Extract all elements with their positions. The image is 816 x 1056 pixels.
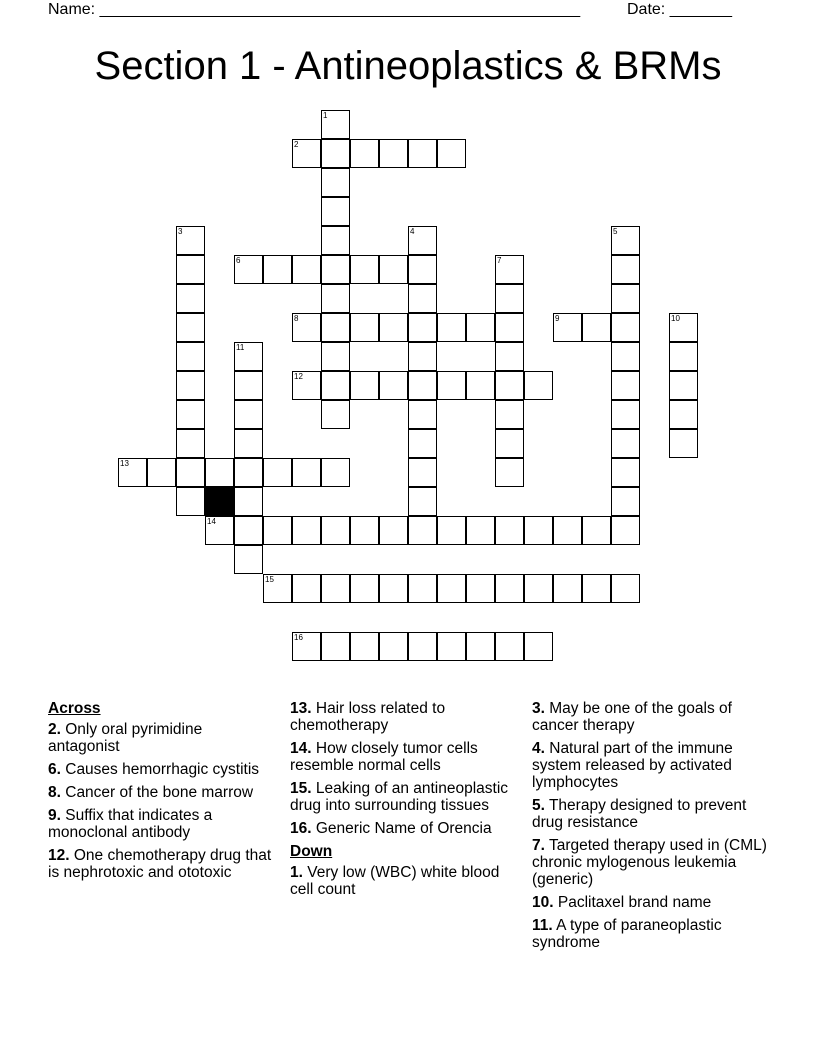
grid-cell[interactable]	[408, 458, 437, 487]
clue-number-5: 5	[613, 227, 618, 236]
grid-cell[interactable]	[176, 429, 205, 458]
grid-cell[interactable]	[408, 313, 437, 342]
clue-down-7: 7. Targeted therapy used in (CML) chronic mylogenous leukemia (generic)	[532, 837, 767, 888]
grid-cell[interactable]	[495, 342, 524, 371]
grid-cell[interactable]	[611, 313, 640, 342]
page-title: Section 1 - Antineoplastics & BRMs	[94, 44, 722, 88]
grid-cell[interactable]	[495, 516, 524, 545]
grid-cell[interactable]	[669, 313, 698, 342]
grid-cell[interactable]	[379, 371, 408, 400]
grid-cell[interactable]	[495, 574, 524, 603]
grid-cell[interactable]	[408, 400, 437, 429]
clue-across-15: 15. Leaking of an antineoplastic drug into surrounding tissues	[290, 780, 509, 814]
grid-cell[interactable]	[350, 255, 379, 284]
grid-cell[interactable]	[582, 313, 611, 342]
grid-cell[interactable]	[495, 400, 524, 429]
grid-cell[interactable]	[321, 516, 350, 545]
grid-cell[interactable]	[379, 313, 408, 342]
clue-down-3: 3. May be one of the goals of cancer therapy	[532, 700, 732, 734]
grid-cell[interactable]	[234, 255, 263, 284]
grid-cell[interactable]	[350, 139, 379, 168]
grid-cell[interactable]	[292, 255, 321, 284]
clue-number-15: 15	[265, 575, 274, 584]
clue-number-14: 14	[207, 517, 216, 526]
grid-cell[interactable]	[263, 574, 292, 603]
grid-cell[interactable]	[611, 429, 640, 458]
grid-cell[interactable]	[408, 516, 437, 545]
grid-cell[interactable]	[408, 255, 437, 284]
grid-cell[interactable]	[350, 516, 379, 545]
clue-number-9: 9	[555, 314, 560, 323]
grid-cell[interactable]	[408, 371, 437, 400]
clues-column-1	[48, 700, 273, 887]
grid-cell[interactable]	[176, 226, 205, 255]
across-heading: Across	[48, 700, 101, 717]
clue-down-4: 4. Natural part of the immune system released by activated lymphocytes	[532, 740, 733, 791]
grid-cell[interactable]	[205, 516, 234, 545]
clue-across-14: 14. How closely tumor cells resemble normal cells	[290, 740, 478, 774]
grid-cell[interactable]	[553, 516, 582, 545]
grid-cell[interactable]	[263, 255, 292, 284]
grid-cell[interactable]	[437, 313, 466, 342]
down-heading: Down	[290, 843, 333, 860]
name-field-line: Name: ______________________________________________________	[48, 1, 581, 18]
grid-cell[interactable]	[176, 284, 205, 313]
grid-cell[interactable]	[408, 429, 437, 458]
grid-cell[interactable]	[292, 632, 321, 661]
clue-number-16: 16	[294, 633, 303, 642]
grid-cell[interactable]	[234, 371, 263, 400]
grid-cell[interactable]	[524, 371, 553, 400]
grid-cell[interactable]	[176, 400, 205, 429]
grid-cell[interactable]	[176, 255, 205, 284]
grid-cell[interactable]	[524, 516, 553, 545]
grid-cell[interactable]	[263, 458, 292, 487]
grid-cell[interactable]	[234, 545, 263, 574]
grid-cell[interactable]	[611, 400, 640, 429]
grid-cell[interactable]	[466, 371, 495, 400]
grid-cell[interactable]	[408, 632, 437, 661]
grid-cell[interactable]	[437, 371, 466, 400]
grid-cell[interactable]	[205, 458, 234, 487]
clue-across-13: 13. Hair loss related to chemotherapy	[290, 700, 446, 734]
grid-cell[interactable]	[176, 313, 205, 342]
grid-cell[interactable]	[147, 458, 176, 487]
grid-cell[interactable]	[611, 342, 640, 371]
grid-cell[interactable]	[466, 516, 495, 545]
grid-cell[interactable]	[379, 574, 408, 603]
grid-cell[interactable]	[321, 342, 350, 371]
grid-cell[interactable]	[582, 516, 611, 545]
grid-cell[interactable]	[321, 574, 350, 603]
clue-number-11: 11	[236, 343, 245, 352]
grid-cell[interactable]	[466, 632, 495, 661]
grid-cell[interactable]	[321, 371, 350, 400]
clues-column-2	[290, 700, 520, 904]
clue-across-6: 6. Causes hemorrhagic cystitis	[48, 761, 260, 778]
grid-cell[interactable]	[234, 400, 263, 429]
clue-across-9: 9. Suffix that indicates a monoclonal antibody	[48, 807, 213, 841]
grid-cell[interactable]	[292, 371, 321, 400]
grid-cell[interactable]	[321, 313, 350, 342]
grid-cell[interactable]	[176, 371, 205, 400]
grid-cell[interactable]	[118, 458, 147, 487]
grid-cell[interactable]	[611, 574, 640, 603]
grid-cell[interactable]	[495, 255, 524, 284]
grid-cell[interactable]	[321, 400, 350, 429]
clue-number-10: 10	[671, 314, 680, 323]
grid-cell[interactable]	[437, 516, 466, 545]
grid-cell[interactable]	[321, 632, 350, 661]
clues-column-3	[532, 700, 772, 957]
grid-cell[interactable]	[553, 313, 582, 342]
grid-cell[interactable]	[379, 632, 408, 661]
clue-number-12: 12	[294, 372, 303, 381]
grid-cell[interactable]	[611, 255, 640, 284]
clue-across-8: 8. Cancer of the bone marrow	[48, 784, 254, 801]
grid-cell[interactable]	[408, 574, 437, 603]
grid-cell[interactable]	[611, 458, 640, 487]
grid-cell[interactable]	[321, 168, 350, 197]
clue-number-7: 7	[497, 256, 502, 265]
grid-cell[interactable]	[379, 255, 408, 284]
grid-cell[interactable]	[437, 574, 466, 603]
grid-cell[interactable]	[234, 429, 263, 458]
date-field-line: Date: _______	[627, 1, 732, 18]
grid-cell[interactable]	[495, 429, 524, 458]
grid-cell[interactable]	[669, 371, 698, 400]
grid-cell[interactable]	[234, 487, 263, 516]
grid-cell[interactable]	[321, 458, 350, 487]
clue-number-6: 6	[236, 256, 241, 265]
grid-cell[interactable]	[495, 313, 524, 342]
grid-cell[interactable]	[669, 342, 698, 371]
grid-cell[interactable]	[495, 284, 524, 313]
grid-cell[interactable]	[350, 574, 379, 603]
grid-cell[interactable]	[321, 255, 350, 284]
grid-cell[interactable]	[292, 574, 321, 603]
grid-cell[interactable]	[524, 574, 553, 603]
grid-cell[interactable]	[234, 516, 263, 545]
clue-down-1: 1. Very low (WBC) white blood cell count	[290, 864, 500, 898]
grid-cell[interactable]	[611, 284, 640, 313]
grid-cell[interactable]	[234, 458, 263, 487]
grid-cell[interactable]	[408, 139, 437, 168]
grid-cell[interactable]	[553, 574, 582, 603]
clue-down-10: 10. Paclitaxel brand name	[532, 894, 712, 911]
grid-cell[interactable]	[292, 516, 321, 545]
grid-cell[interactable]	[466, 574, 495, 603]
clue-across-16: 16. Generic Name of Orencia	[290, 820, 492, 837]
grid-cell[interactable]	[408, 226, 437, 255]
grid-cell[interactable]	[611, 226, 640, 255]
grid-cell[interactable]	[466, 313, 495, 342]
grid-cell[interactable]	[321, 139, 350, 168]
grid-cell[interactable]	[437, 632, 466, 661]
clue-number-2: 2	[294, 140, 299, 149]
clue-number-13: 13	[120, 459, 129, 468]
grid-cell[interactable]	[669, 429, 698, 458]
grid-cell[interactable]	[350, 632, 379, 661]
grid-cell[interactable]	[495, 458, 524, 487]
grid-cell[interactable]	[263, 516, 292, 545]
grid-cell[interactable]	[408, 342, 437, 371]
clue-down-5: 5. Therapy designed to prevent drug resistance	[532, 797, 747, 831]
clue-number-8: 8	[294, 314, 299, 323]
grid-cell[interactable]	[611, 516, 640, 545]
grid-cell[interactable]	[321, 110, 350, 139]
grid-cell[interactable]	[176, 458, 205, 487]
clue-number-4: 4	[410, 227, 415, 236]
grid-cell[interactable]	[408, 284, 437, 313]
grid-cell[interactable]	[582, 574, 611, 603]
grid-cell[interactable]	[408, 487, 437, 516]
grid-cell[interactable]	[176, 342, 205, 371]
grid-cell[interactable]	[669, 400, 698, 429]
grid-cell[interactable]	[321, 197, 350, 226]
grid-cell[interactable]	[234, 342, 263, 371]
grid-cell[interactable]	[350, 371, 379, 400]
grid-cell[interactable]	[495, 371, 524, 400]
clue-across-2: 2. Only oral pyrimidine antagonist	[48, 721, 203, 755]
grid-cell[interactable]	[292, 139, 321, 168]
grid-cell[interactable]	[350, 313, 379, 342]
clue-across-12: 12. One chemotherapy drug that is nephrotoxic and ototoxic	[48, 847, 272, 881]
grid-cell[interactable]	[495, 632, 524, 661]
grid-cell[interactable]	[176, 487, 205, 516]
clue-number-3: 3	[178, 227, 183, 236]
black-cell	[205, 487, 234, 516]
grid-cell[interactable]	[321, 226, 350, 255]
grid-cell[interactable]	[611, 371, 640, 400]
grid-cell[interactable]	[292, 458, 321, 487]
grid-cell[interactable]	[524, 632, 553, 661]
grid-cell[interactable]	[437, 139, 466, 168]
clue-number-1: 1	[323, 111, 328, 120]
grid-cell[interactable]	[379, 139, 408, 168]
grid-cell[interactable]	[611, 487, 640, 516]
grid-cell[interactable]	[292, 313, 321, 342]
grid-cell[interactable]	[379, 516, 408, 545]
clue-down-11: 11. A type of paraneoplastic syndrome	[532, 917, 722, 951]
grid-cell[interactable]	[321, 284, 350, 313]
